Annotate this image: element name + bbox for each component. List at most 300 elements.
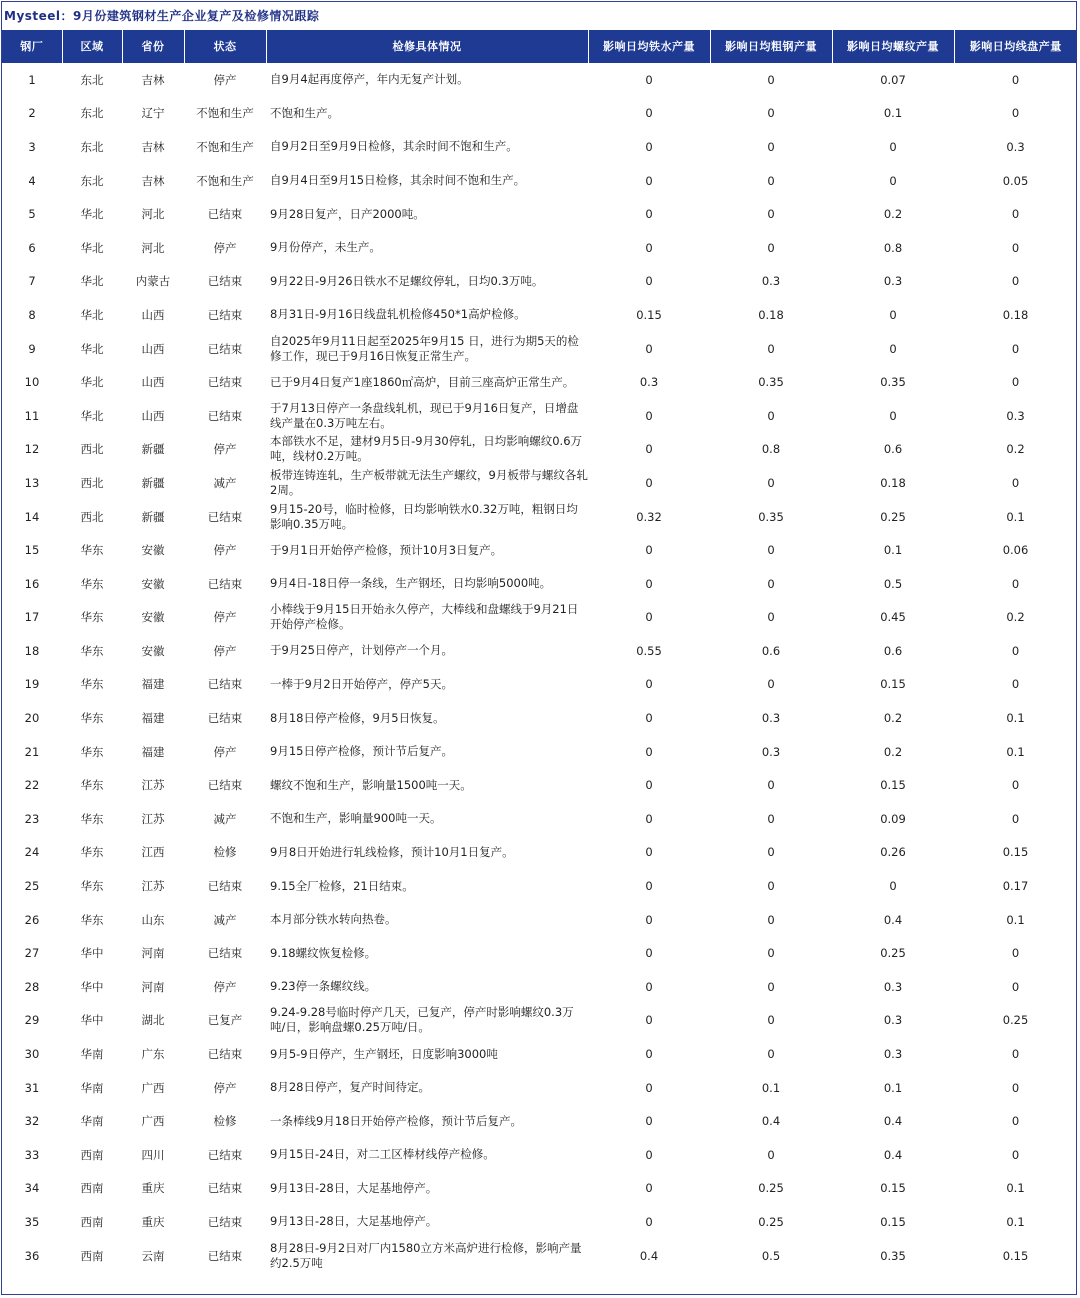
table-cell: 0.1 [883, 543, 903, 558]
table-cell: 0 [767, 946, 775, 961]
table-cell: 西南 [80, 1248, 104, 1263]
table-row [2, 701, 1077, 735]
column-header: 区域 [62, 30, 122, 63]
table-cell: 0 [1011, 274, 1020, 289]
table-cell: 0 [767, 139, 775, 154]
table-cell: 广西 [141, 1080, 165, 1095]
table-cell: 停产 [213, 979, 237, 994]
table-cell: 9月4日-18日停一条线，生产钢坯，日均影响5000吨。 [270, 576, 552, 591]
table-cell: 安徽 [141, 610, 165, 625]
table-cell: 不饱和生产。 [270, 105, 339, 120]
table-cell: 停产 [213, 543, 237, 558]
table-cell: 0 [1011, 1047, 1020, 1062]
table-cell: 23 [24, 811, 40, 826]
table-cell: 0 [645, 677, 653, 692]
table-cell: 29 [24, 1013, 40, 1028]
table-cell: 江西 [141, 845, 165, 860]
table-cell: 0.3 [639, 375, 659, 390]
table-cell: 0.3 [761, 744, 781, 759]
table-cell: 河北 [141, 240, 165, 255]
table-row [2, 231, 1077, 265]
table-cell: 河北 [141, 207, 165, 222]
table-cell: 0.15 [1002, 845, 1029, 860]
table-cell: 0 [767, 845, 775, 860]
table-cell: 0 [645, 946, 653, 961]
table-cell: 32 [24, 1114, 40, 1129]
table-cell: 0 [767, 543, 775, 558]
table-cell: 华北 [80, 240, 104, 255]
table-cell: 0 [645, 173, 653, 188]
table-cell: 0.1 [1006, 711, 1025, 726]
table-cell: 停产 [213, 72, 237, 87]
table-row [2, 567, 1077, 601]
table-cell: 25 [24, 879, 40, 894]
table-cell: 0 [645, 778, 653, 793]
table-row [2, 365, 1077, 399]
table-cell: 0.1 [761, 1080, 781, 1095]
table-cell: 0 [767, 811, 775, 826]
table-cell: 9月15日停产检修，预计节后复产。 [270, 744, 453, 759]
table-cell: 27 [24, 946, 40, 961]
table-cell: 0.3 [883, 1013, 903, 1028]
table-cell: 0.25 [1002, 1013, 1029, 1028]
table-cell: 0 [645, 1181, 653, 1196]
table-cell: 0.15 [880, 677, 906, 692]
table-row [2, 533, 1077, 567]
table-cell: 0 [767, 173, 775, 188]
table-cell: 0 [645, 1047, 653, 1062]
table-cell: 东北 [80, 173, 104, 188]
table-cell: 不饱和生产 [196, 173, 254, 188]
table-cell: 0 [645, 240, 653, 255]
table-cell: 0 [645, 711, 653, 726]
table-cell: 已结束 [207, 576, 243, 591]
table-cell: 0 [645, 408, 653, 423]
table-cell: 华北 [80, 341, 104, 356]
table-cell: 0 [1011, 375, 1020, 390]
table-cell: 已结束 [207, 274, 243, 289]
table-cell: 自9月4日至9月15日检修，其余时间不饱和生产。 [270, 173, 526, 188]
table-cell: 自2025年9月11日起至2025年9月15 日，进行为期5天的检修工作，现已于9月16日恢复正常生产。 [270, 333, 579, 363]
table-cell: 0 [1011, 811, 1020, 826]
table-cell: 新疆 [141, 442, 165, 457]
table-cell: 8 [28, 307, 36, 322]
table-cell: 华中 [80, 1013, 104, 1028]
table-cell: 华东 [80, 576, 104, 591]
table-cell: 9月13日-28日，大足基地停产。 [270, 1180, 438, 1195]
table-cell: 0.3 [883, 1047, 903, 1062]
table-cell: 2 [28, 106, 36, 121]
table-cell: 0 [889, 307, 897, 322]
table-cell: 9月8日开始进行轧线检修，预计10月1日复产。 [270, 844, 514, 859]
column-header: 影响日均粗钢产量 [710, 30, 832, 63]
table-cell: 已结束 [207, 408, 243, 423]
table-cell: 华东 [80, 778, 104, 793]
table-cell: 吉林 [141, 173, 165, 188]
table-cell: 0.18 [1002, 307, 1029, 322]
table-cell: 0 [1011, 1080, 1020, 1095]
table-cell: 22 [24, 778, 40, 793]
table-cell: 0 [767, 979, 775, 994]
table-cell: 0.3 [883, 979, 903, 994]
table-cell: 已结束 [207, 1181, 243, 1196]
table-cell: 30 [24, 1047, 40, 1062]
table-cell: 山西 [141, 408, 165, 423]
table-cell: 华北 [80, 274, 104, 289]
table-row [2, 802, 1077, 836]
table-cell: 0 [889, 173, 897, 188]
table-cell: 减产 [213, 811, 237, 826]
table-cell: 0.25 [758, 1214, 784, 1229]
table-cell: 0.35 [758, 375, 784, 390]
table-cell: 内蒙古 [135, 274, 171, 289]
table-cell: 0.3 [1006, 139, 1025, 154]
table-cell: 0.5 [761, 1248, 781, 1263]
table-cell: 0 [645, 1147, 653, 1162]
table-cell: 已结束 [207, 1047, 243, 1062]
table-cell: 0.17 [1002, 879, 1029, 894]
table-row [2, 1104, 1077, 1138]
table-row [2, 936, 1077, 970]
table-cell: 东北 [80, 139, 104, 154]
table-cell: 0.5 [883, 576, 903, 591]
table-cell: 7 [28, 274, 36, 289]
page-title: Mysteel：9月份建筑钢材生产企业复产及检修情况跟踪 [4, 9, 320, 23]
table-cell: 于7月13日停产一条盘线轧机，现已于9月16日复产，日增盘线产量在0.3万吨左右。 [270, 400, 579, 430]
table-cell: 0.26 [880, 845, 906, 860]
table-cell: 华北 [80, 207, 104, 222]
table-cell: 35 [24, 1214, 40, 1229]
table-cell: 西南 [80, 1181, 104, 1196]
table-cell: 新疆 [141, 475, 165, 490]
table-cell: 0.3 [761, 711, 781, 726]
table-cell: 检修 [213, 845, 237, 860]
table-cell: 0.3 [1006, 408, 1025, 423]
table-cell: 10 [24, 375, 40, 390]
table-row [2, 63, 1077, 97]
table-cell: 山西 [141, 341, 165, 356]
table-cell: 9.18螺纹恢复检修。 [270, 945, 377, 960]
table-cell: 自9月2日至9月9日检修，其余时间不饱和生产。 [270, 139, 518, 154]
table-cell: 0.06 [1002, 543, 1029, 558]
table-cell: 0.2 [883, 711, 903, 726]
table-cell: 28 [24, 979, 40, 994]
table-row [2, 903, 1077, 937]
table-cell: 9月13日-28日，大足基地停产。 [270, 1214, 438, 1229]
table-cell: 湖北 [141, 1013, 165, 1028]
table-cell: 0.8 [883, 240, 903, 255]
table-cell: 0.8 [761, 442, 781, 457]
table-body [2, 63, 1077, 1273]
table-cell: 0 [1011, 207, 1020, 222]
column-header: 状态 [184, 30, 266, 63]
table-cell: 0.4 [639, 1248, 659, 1263]
table-cell: 广东 [141, 1047, 165, 1062]
table-cell: 9月份停产，未生产。 [270, 240, 381, 255]
table-cell: 已于9月4日复产1座1860㎡高炉，目前三座高炉正常生产。 [270, 374, 575, 389]
table-row [2, 869, 1077, 903]
table-cell: 0.2 [883, 744, 903, 759]
table-cell: 已结束 [207, 509, 243, 524]
table-cell: 0.3 [883, 274, 903, 289]
table-cell: 0 [645, 576, 653, 591]
table-cell: 9月28日复产，日产2000吨。 [270, 206, 425, 221]
table-cell: 0 [1011, 341, 1020, 356]
table-cell: 0.4 [761, 1114, 781, 1129]
table-cell: 9月22日-9月26日铁水不足螺纹停轧，日均0.3万吨。 [270, 273, 544, 288]
table-cell: 0 [1011, 946, 1020, 961]
table-cell: 0 [1011, 475, 1020, 490]
table-cell: 重庆 [141, 1214, 165, 1229]
table-cell: 板带连铸连轧，生产板带就无法生产螺纹，9月板带与螺纹各轧2周。 [270, 467, 588, 497]
table-cell: 0 [645, 744, 653, 759]
table-cell: 0.1 [1006, 1214, 1025, 1229]
table-cell: 9.15全厂检修，21日结束。 [270, 878, 414, 893]
table-cell: 0 [767, 341, 775, 356]
table-row [2, 1239, 1077, 1273]
table-cell: 0 [1011, 1114, 1020, 1129]
table-cell: 华中 [80, 946, 104, 961]
table-cell: 9.24-9.28号临时停产几天，已复产，停产时影响螺纹0.3万吨/日，影响盘螺0.25万吨/日。 [270, 1005, 574, 1035]
table-cell: 0 [767, 106, 775, 121]
table-cell: 0 [767, 778, 775, 793]
table-cell: 云南 [141, 1248, 165, 1263]
table-cell: 0.09 [880, 811, 906, 826]
table-cell: 安徽 [141, 543, 165, 558]
table-cell: 0 [645, 979, 653, 994]
table-cell: 减产 [213, 475, 237, 490]
table-cell: 0.1 [1006, 912, 1025, 927]
table-cell: 华东 [80, 744, 104, 759]
table-cell: 福建 [141, 677, 165, 692]
table-cell: 0 [767, 72, 775, 87]
table-cell: 0 [767, 1013, 775, 1028]
table-cell: 华东 [80, 677, 104, 692]
table-row [2, 332, 1077, 366]
table-cell: 0 [645, 912, 653, 927]
table-cell: 已结束 [207, 946, 243, 961]
table-cell: 0 [767, 1147, 775, 1162]
table-cell: 19 [24, 677, 40, 692]
table-cell: 15 [24, 543, 40, 558]
table-cell: 于9月25日停产，计划停产一个月。 [270, 643, 453, 658]
column-header: 影响日均螺纹产量 [832, 30, 954, 63]
table-cell: 华东 [80, 879, 104, 894]
maintenance-table [2, 30, 1077, 1272]
table-cell: 不饱和生产 [196, 106, 254, 121]
table-cell: 0.6 [761, 643, 781, 658]
table-cell: 山西 [141, 307, 165, 322]
table-cell: 0.07 [880, 72, 906, 87]
table-cell: 华北 [80, 307, 104, 322]
table-cell: 0.25 [758, 1181, 784, 1196]
table-cell: 西北 [80, 442, 104, 457]
table-cell: 9月5-9日停产，生产钢坯，日度影响3000吨 [270, 1046, 498, 1061]
table-cell: 安徽 [141, 576, 165, 591]
table-cell: 0 [767, 475, 775, 490]
table-row [2, 298, 1077, 332]
table-cell: 江苏 [141, 778, 165, 793]
table-row [2, 768, 1077, 802]
table-cell: 0 [767, 879, 775, 894]
table-cell: 11 [24, 408, 40, 423]
table-cell: 0.1 [883, 1080, 903, 1095]
table-cell: 停产 [213, 643, 237, 658]
table-cell: 西北 [80, 509, 104, 524]
table-cell: 东北 [80, 72, 104, 87]
table-cell: 0 [645, 811, 653, 826]
table-cell: 0.15 [880, 778, 906, 793]
table-cell: 0.3 [761, 274, 781, 289]
table-cell: 0 [645, 879, 653, 894]
table-cell: 华东 [80, 845, 104, 860]
table-cell: 华东 [80, 643, 104, 658]
table-cell: 0 [645, 1214, 653, 1229]
table-cell: 0 [645, 442, 653, 457]
table-cell: 1 [28, 72, 36, 87]
table-cell: 12 [24, 442, 40, 457]
table-cell: 0 [645, 139, 653, 154]
table-cell: 山西 [141, 375, 165, 390]
table-cell: 0 [767, 912, 775, 927]
table-cell: 0.35 [880, 375, 906, 390]
table-cell: 0 [889, 139, 897, 154]
table-cell: 0.45 [880, 610, 906, 625]
table-row [2, 1138, 1077, 1172]
table-cell: 螺纹不饱和生产，影响量1500吨一天。 [270, 777, 472, 792]
table-row [2, 668, 1077, 702]
table-cell: 0.15 [1002, 1248, 1029, 1263]
table-cell: 0 [1011, 576, 1020, 591]
table-cell: 0 [767, 677, 775, 692]
table-cell: 0 [645, 72, 653, 87]
table-cell: 河南 [141, 979, 165, 994]
table-cell: 0 [889, 341, 897, 356]
table-cell: 不饱和生产 [196, 139, 254, 154]
table-cell: 0 [1011, 778, 1020, 793]
table-cell: 已结束 [207, 375, 243, 390]
table-row [2, 1071, 1077, 1105]
table-cell: 31 [24, 1080, 40, 1095]
table-cell: 0.2 [883, 207, 903, 222]
table-cell: 辽宁 [141, 106, 165, 121]
table-cell: 0 [889, 408, 897, 423]
table-cell: 已结束 [207, 341, 243, 356]
table-row [2, 197, 1077, 231]
table-cell: 西北 [80, 475, 104, 490]
table-cell: 0.25 [880, 509, 906, 524]
table-cell: 西南 [80, 1147, 104, 1162]
table-cell: 已结束 [207, 711, 243, 726]
table-row [2, 601, 1077, 635]
table-cell: 山东 [141, 912, 165, 927]
table-cell: 0.6 [883, 442, 903, 457]
table-row [2, 735, 1077, 769]
table-cell: 9月15日-24日，对二工区棒材线停产检修。 [270, 1147, 495, 1162]
table-row [2, 1172, 1077, 1206]
table-cell: 吉林 [141, 72, 165, 87]
table-cell: 0 [645, 610, 653, 625]
table-row [2, 466, 1077, 500]
table-cell: 于9月1日开始停产检修，预计10月3日复产。 [270, 542, 503, 557]
table-cell: 18 [24, 643, 40, 658]
table-cell: 0 [767, 240, 775, 255]
table-cell: 华中 [80, 979, 104, 994]
table-cell: 华东 [80, 543, 104, 558]
table-cell: 0.15 [880, 1181, 906, 1196]
table-cell: 3 [28, 139, 36, 154]
table-cell: 14 [24, 509, 40, 524]
table-cell: 停产 [213, 610, 237, 625]
table-cell: 8月28日停产，复产时间待定。 [270, 1080, 430, 1095]
table-cell: 0.1 [1006, 744, 1025, 759]
table-cell: 0.35 [880, 1248, 906, 1263]
table-cell: 24 [24, 845, 40, 860]
table-cell: 华东 [80, 811, 104, 826]
table-cell: 34 [24, 1181, 40, 1196]
table-cell: 0 [1011, 72, 1020, 87]
table-cell: 0 [645, 475, 653, 490]
table-cell: 河南 [141, 946, 165, 961]
table-cell: 0.05 [1002, 173, 1029, 188]
table-cell: 0 [767, 576, 775, 591]
table-cell: 0 [645, 341, 653, 356]
table-cell: 9.23停一条螺纹线。 [270, 979, 377, 994]
column-header: 影响日均铁水产量 [588, 30, 710, 63]
table-cell: 0.4 [883, 1114, 903, 1129]
table-cell: 福建 [141, 744, 165, 759]
column-header: 钢厂 [2, 30, 62, 63]
table-cell: 0.6 [883, 643, 903, 658]
table-cell: 0 [1011, 240, 1020, 255]
table-cell: 8月31日-9月16日线盘轧机检修450*1高炉检修。 [270, 307, 526, 322]
table-cell: 福建 [141, 711, 165, 726]
table-cell: 0.1 [1006, 509, 1025, 524]
table-cell: 0.4 [883, 1147, 903, 1162]
table-cell: 已结束 [207, 677, 243, 692]
table-cell: 0 [1011, 979, 1020, 994]
table-cell: 本月部分铁水转向热卷。 [270, 912, 397, 927]
table-cell: 华南 [80, 1047, 104, 1062]
table-cell: 检修 [213, 1114, 237, 1129]
table-cell: 0 [1011, 1147, 1020, 1162]
table-cell: 9月15-20号，临时检修，日均影响铁水0.32万吨，粗钢日均影响0.35万吨。 [270, 501, 578, 531]
table-cell: 0.55 [636, 643, 662, 658]
column-header: 省份 [122, 30, 184, 63]
table-cell: 36 [24, 1248, 40, 1263]
table-cell: 华东 [80, 711, 104, 726]
table-cell: 0.18 [758, 307, 784, 322]
table-cell: 0.15 [636, 307, 662, 322]
table-row [2, 97, 1077, 131]
table-cell: 重庆 [141, 1181, 165, 1196]
table-row [2, 634, 1077, 668]
table-cell: 20 [24, 711, 40, 726]
table-cell: 本部铁水不足，建材9月5日-9月30停轧，日均影响螺纹0.6万吨，线材0.2万吨。 [270, 434, 583, 464]
table-row [2, 433, 1077, 467]
table-cell: 自9月4起再度停产，年内无复产计划。 [270, 72, 469, 87]
table-cell: 0.2 [1006, 442, 1025, 457]
table-cell: 0.35 [758, 509, 784, 524]
table-cell: 33 [24, 1147, 40, 1162]
table-cell: 0 [645, 845, 653, 860]
table-cell: 一棒于9月2日开始停产，停产5天。 [270, 676, 453, 691]
table-row [2, 130, 1077, 164]
table-cell: 不饱和生产，影响量900吨一天。 [270, 811, 442, 826]
table-cell: 已结束 [207, 1147, 243, 1162]
column-header: 影响日均线盘产量 [954, 30, 1077, 63]
table-cell: 0 [1011, 677, 1020, 692]
